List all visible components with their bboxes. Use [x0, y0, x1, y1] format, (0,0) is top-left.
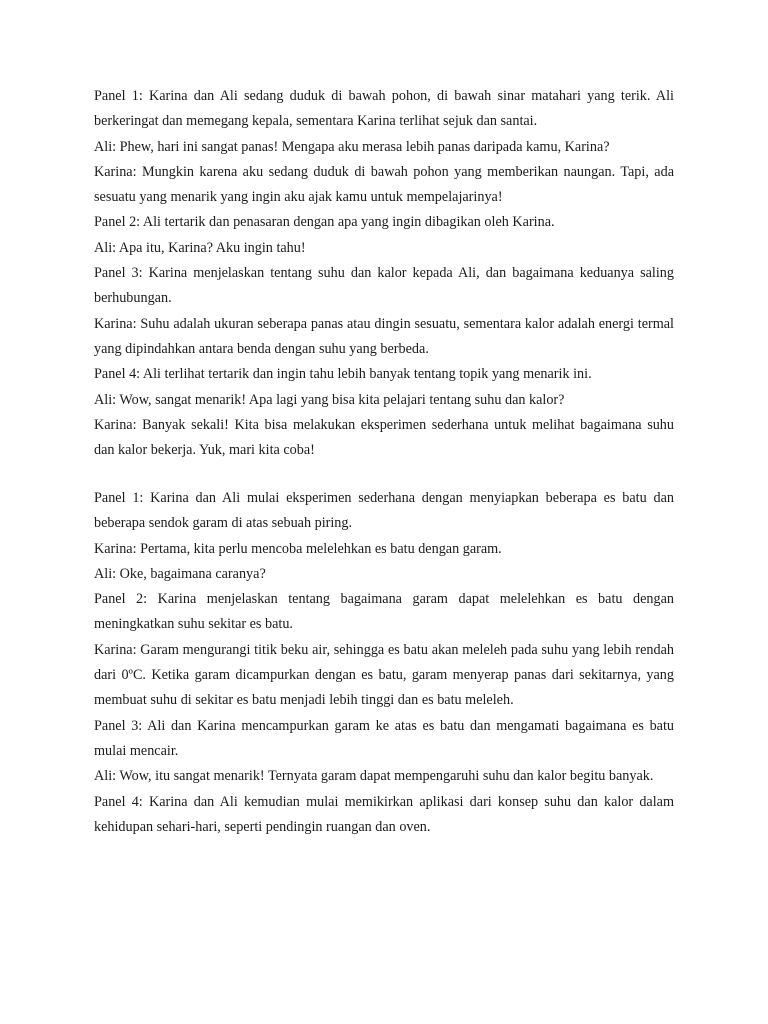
paragraph: Panel 3: Ali dan Karina mencampurkan garam ke atas es batu dan mengamati bagaimana es batu mulai mencair. [94, 717, 674, 759]
paragraph: Karina: Pertama, kita perlu mencoba melelehkan es batu dengan garam. [94, 540, 502, 557]
paragraph: Karina: Suhu adalah ukuran seberapa panas atau dingin sesuatu, sementara kalor adalah energi termal yang dipindahkan antara benda dengan suhu yang berbeda. [94, 315, 674, 357]
paragraph: Ali: Wow, sangat menarik! Apa lagi yang bisa kita pelajari tentang suhu dan kalor? [94, 391, 565, 408]
paragraph: Ali: Phew, hari ini sangat panas! Mengapa aku merasa lebih panas daripada kamu, Karina? [94, 138, 610, 155]
paragraph: Panel 2: Ali tertarik dan penasaran dengan apa yang ingin dibagikan oleh Karina. [94, 214, 555, 231]
paragraph: Panel 2: Karina menjelaskan tentang bagaimana garam dapat melelehkan es batu dengan meningkatkan suhu sekitar es batu. [94, 591, 674, 633]
paragraph: Karina: Mungkin karena aku sedang duduk di bawah pohon yang memberikan naungan. Tapi, ada sesuatu yang menarik yang ingin aku ajak kamu untuk mempelajarinya! [94, 163, 674, 206]
paragraph: Ali: Apa itu, Karina? Aku ingin tahu! [94, 239, 306, 256]
paragraph: Karina: Garam mengurangi titik beku air, sehingga es batu akan meleleh pada suhu yang lebih rendah dari 0ºC. Ketika garam dicampurkan dengan es batu, garam menyerap panas dari sekitarnya, yang membuat suhu di sekitar es batu menjadi lebih tinggi dan es batu meleleh. [94, 641, 674, 709]
paragraph: Panel 1: Karina dan Ali mulai eksperimen sederhana dengan menyiapkan beberapa es batu dan beberapa sendok garam di atas sebuah piring. [94, 490, 674, 532]
story-section-1 [94, 84, 674, 463]
paragraph: Panel 4: Karina dan Ali kemudian mulai memikirkan aplikasi dari konsep suhu dan kalor dalam kehidupan sehari-hari, seperti pendingin ruangan dan oven. [94, 793, 674, 835]
paragraph: Ali: Oke, bagaimana caranya? [94, 565, 266, 582]
paragraph: Panel 3: Karina menjelaskan tentang suhu dan kalor kepada Ali, dan bagaimana keduanya saling berhubungan. [94, 265, 674, 307]
story-section-2 [94, 486, 674, 840]
paragraph: Ali: Wow, itu sangat menarik! Ternyata garam dapat mempengaruhi suhu dan kalor begitu banyak. [94, 768, 654, 785]
paragraph: Panel 4: Ali terlihat tertarik dan ingin tahu lebih banyak tentang topik yang menarik ini. [94, 366, 592, 383]
paragraph: Panel 1: Karina dan Ali sedang duduk di bawah pohon, di bawah sinar matahari yang terik. Ali berkeringat dan memegang kepala, sementara Karina terlihat sejuk dan santai. [94, 88, 674, 130]
paragraph: Karina: Banyak sekali! Kita bisa melakukan eksperimen sederhana untuk melihat bagaimana suhu dan kalor bekerja. Yuk, mari kita coba! [94, 416, 674, 459]
